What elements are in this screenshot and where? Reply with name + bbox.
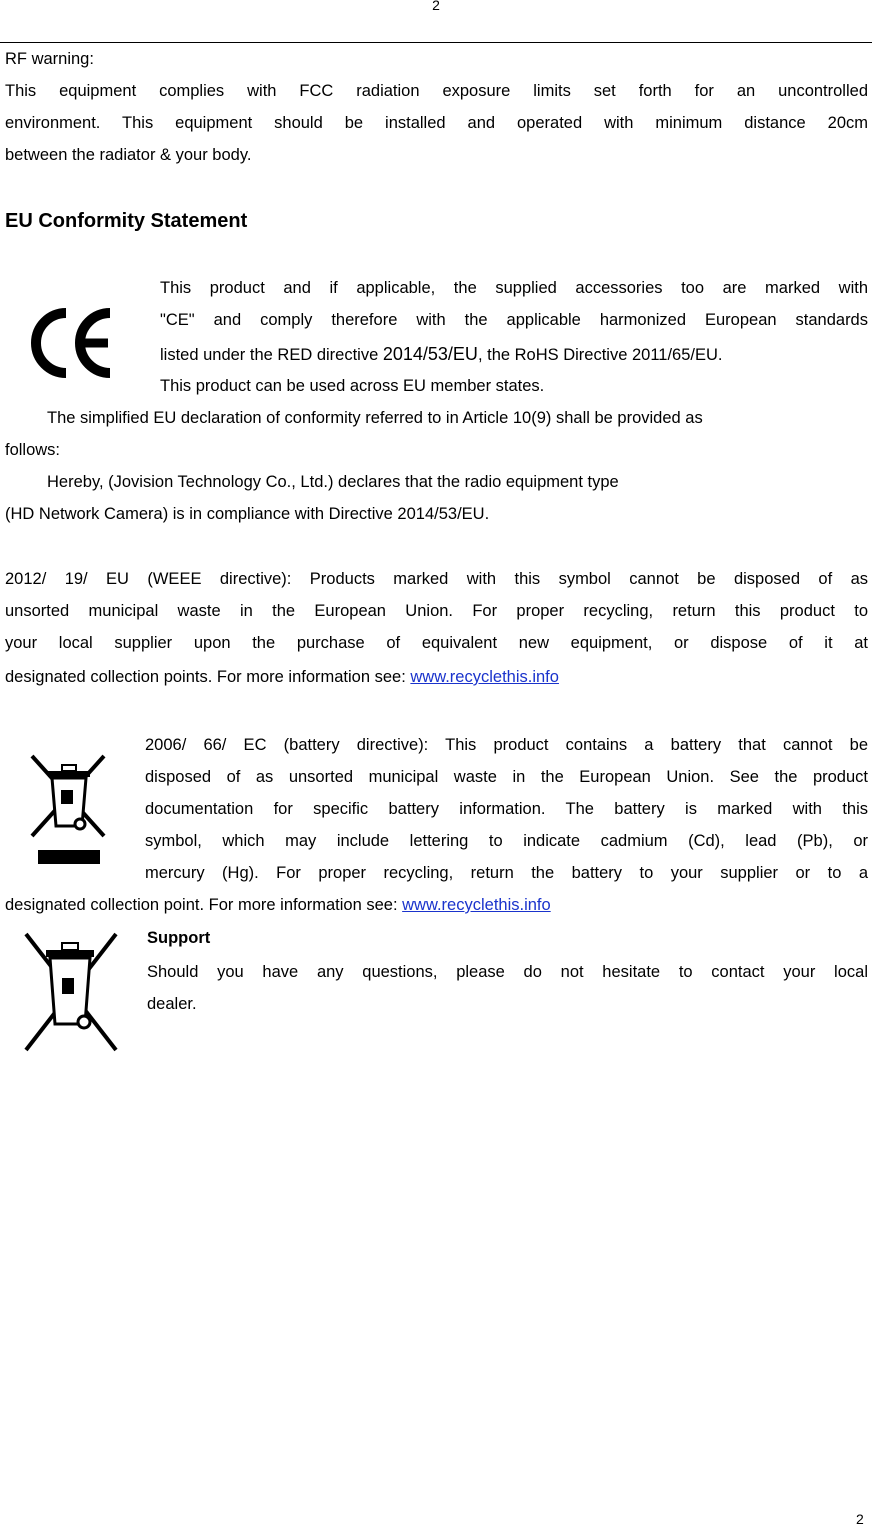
ce-text-line-4: This product can be used across EU member states. — [160, 377, 545, 395]
weee-line-4 — [5, 662, 559, 694]
declaration-line-2: follows: — [5, 441, 61, 459]
battery-line-6 — [5, 890, 551, 922]
hereby-line-2: (HD Network Camera) is in compliance with Directive 2014/53/EU. — [5, 505, 490, 523]
declaration-line-1: The simplified EU declaration of conformity referred to in Article 10(9) shall be provided as — [47, 409, 703, 427]
hereby-line-1: Hereby, (Jovision Technology Co., Ltd.) declares that the radio equipment type — [47, 473, 619, 491]
battery-line-5: mercury (Hg). For proper recycling, return the battery to your supplier or to a — [145, 864, 868, 882]
support-title: Support — [147, 929, 211, 947]
rf-warning-line-2: environment. This equipment should be installed and operated with minimum distance 20cm — [5, 114, 868, 132]
support-line-2: dealer. — [147, 995, 197, 1013]
weee-line-3: your local supplier upon the purchase of equivalent new equipment, or dispose of it at — [5, 634, 868, 652]
battery-recycle-link[interactable]: www.recyclethis.info — [402, 896, 551, 914]
battery-line-1: 2006/ 66/ EC (battery directive): This product contains a battery that cannot be — [145, 736, 868, 754]
support-line-1: Should you have any questions, please do not hesitate to contact your local — [147, 963, 868, 981]
red-directive-number: 2014/53/EU — [382, 344, 478, 364]
ce-text-line-3 — [160, 339, 723, 372]
rf-warning-line-1: This equipment complies with FCC radiation exposure limits set forth for an uncontrolled — [5, 82, 868, 100]
weee-line-2: unsorted municipal waste in the European Union. For proper recycling, return this product to — [5, 602, 868, 620]
battery-line-6-text: designated collection point. For more information see: — [5, 896, 403, 914]
weee-line-1: 2012/ 19/ EU (WEEE directive): Products marked with this symbol cannot be disposed of as — [5, 570, 868, 588]
ce-text-line-1: This product and if applicable, the supplied accessories too are marked with — [160, 279, 868, 297]
ce-text-line-3c: , the RoHS Directive 2011/65/EU. — [477, 346, 723, 364]
battery-line-3: documentation for specific battery information. The battery is marked with this — [145, 800, 868, 818]
weee-recycle-link[interactable]: www.recyclethis.info — [410, 668, 559, 686]
battery-line-2: disposed of as unsorted municipal waste in the European Union. See the product — [145, 768, 868, 786]
footer-page-number: 2 — [856, 1511, 864, 1527]
ce-text-line-2: "CE" and comply therefore with the applicable harmonized European standards — [160, 311, 868, 329]
weee-line-4-text: designated collection points. For more information see: — [5, 668, 411, 686]
ce-text-line-3a: listed under the RED directive — [160, 346, 383, 364]
eu-conformity-heading: EU Conformity Statement — [5, 210, 248, 232]
crossed-bin-with-bar-icon — [28, 752, 108, 868]
battery-line-4: symbol, which may include lettering to indicate cadmium (Cd), lead (Pb), or — [145, 832, 868, 850]
rf-warning-title: RF warning: — [5, 50, 94, 68]
rf-warning-line-3: between the radiator & your body. — [5, 146, 252, 164]
crossed-bin-icon — [22, 928, 118, 1052]
header-divider — [0, 42, 872, 43]
ce-mark-icon — [28, 305, 118, 381]
header-page-number: 2 — [432, 0, 440, 13]
